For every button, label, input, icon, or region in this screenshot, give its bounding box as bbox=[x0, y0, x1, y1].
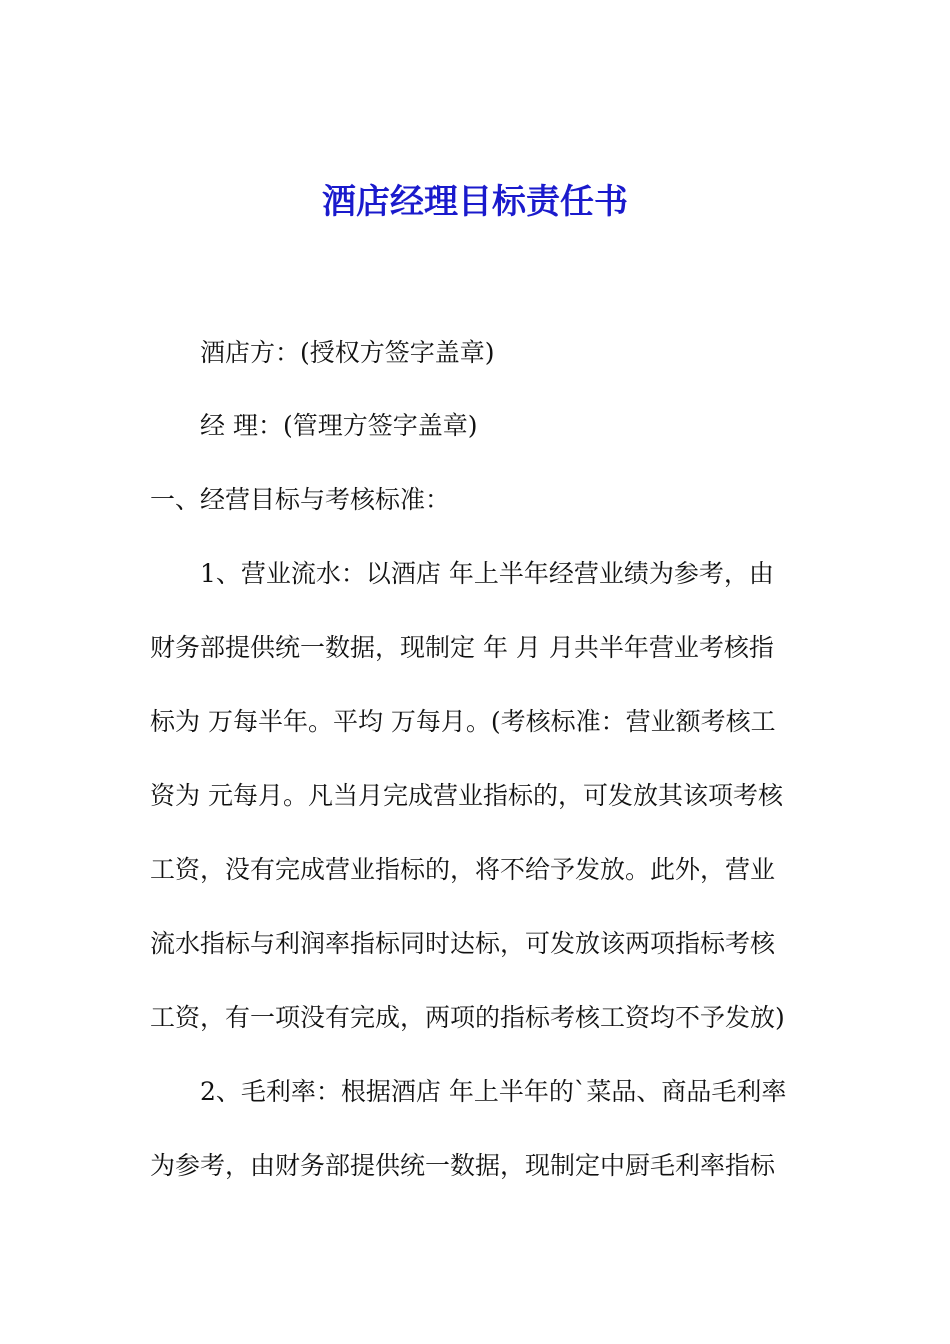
paragraph-line: 工资，有一项没有完成，两项的指标考核工资均不予发放) bbox=[150, 1003, 785, 1032]
paragraph-line: 为参考，由财务部提供统一数据，现制定中厨毛利率指标 bbox=[150, 1151, 776, 1180]
manager-party-line: 经 理：(管理方签字盖章) bbox=[200, 411, 478, 440]
paragraph-line: 流水指标与利润率指标同时达标，可发放该两项指标考核 bbox=[150, 929, 776, 958]
paragraph-line: 2、毛利率：根据酒店 年上半年的`菜品、商品毛利率 bbox=[200, 1077, 787, 1106]
paragraph-line: 1、营业流水：以酒店 年上半年经营业绩为参考，由 bbox=[200, 559, 774, 588]
hotel-party-line: 酒店方：(授权方签字盖章) bbox=[200, 338, 495, 367]
paragraph-line: 标为 万每半年。平均 万每月。(考核标准：营业额考核工 bbox=[150, 707, 776, 736]
document-title: 酒店经理目标责任书 bbox=[322, 182, 628, 222]
paragraph-line: 财务部提供统一数据，现制定 年 月 月共半年营业考核指 bbox=[150, 633, 774, 662]
paragraph-line: 资为 元每月。凡当月完成营业指标的，可发放其该项考核 bbox=[150, 781, 783, 810]
paragraph-line: 工资，没有完成营业指标的，将不给予发放。此外，营业 bbox=[150, 855, 776, 884]
section-heading: 一、经营目标与考核标准： bbox=[150, 485, 451, 514]
